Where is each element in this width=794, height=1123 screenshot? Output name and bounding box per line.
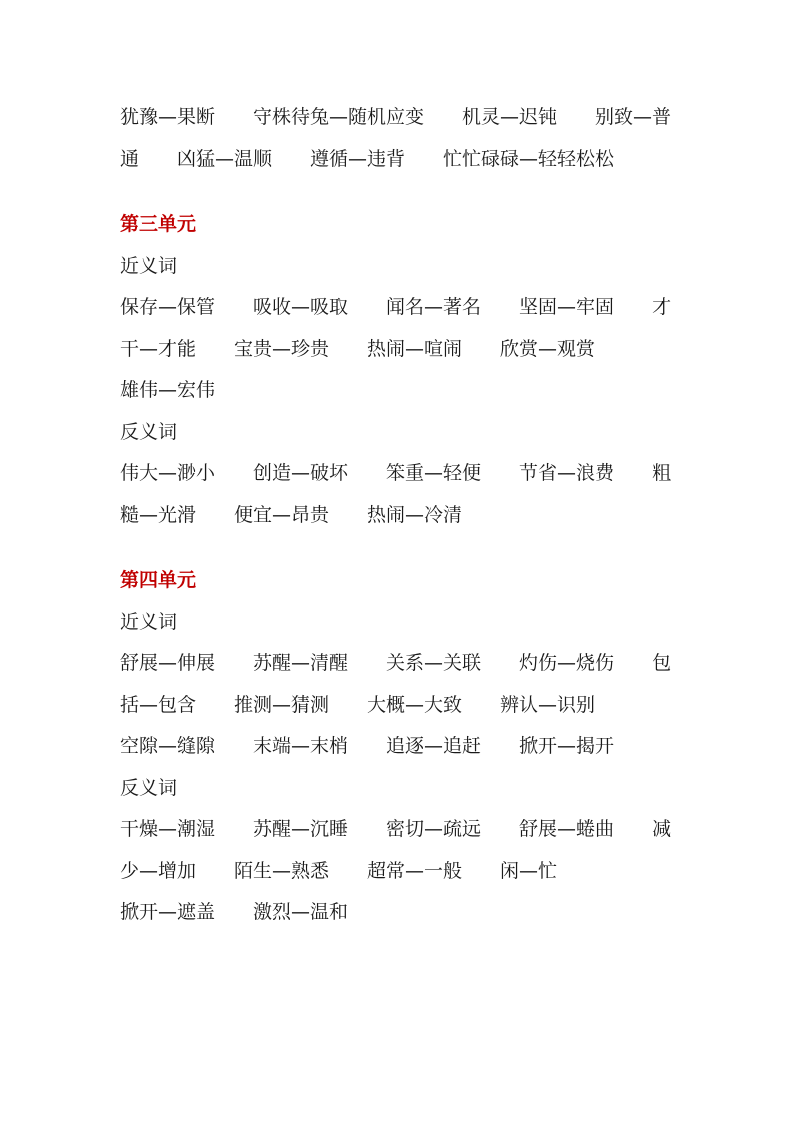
word-pair: 便宜—昂贵	[234, 503, 330, 526]
word-pair: 掀开—遮盖	[120, 901, 216, 923]
unit3-antonym-label: 反义词	[120, 420, 178, 443]
word-pair: 空隙—缝隙	[120, 735, 216, 757]
unit4-synonyms-line-1	[120, 643, 676, 685]
word-pair: 干—才能	[120, 337, 197, 360]
word-pair: 吸收—吸取	[253, 296, 349, 318]
unit3-antonyms-line-1	[120, 453, 676, 495]
word-pair: 追逐—追赶	[386, 735, 482, 757]
word-pair: 推测—猜测	[234, 693, 330, 716]
word-pair: 欣赏—观赏	[500, 337, 596, 360]
word-pair: 别致—普	[595, 106, 672, 128]
unit4-synonyms-line-2	[120, 685, 676, 727]
word-pair: 末端—末梢	[253, 735, 349, 757]
unit4-antonym-label: 反义词	[120, 776, 178, 799]
unit4-title: 第四单元	[120, 569, 197, 591]
word-pair: 遵循—违背	[310, 147, 406, 170]
word-pair: 减	[652, 818, 672, 840]
word-pair: 坚固—牢固	[519, 296, 615, 318]
word-pair: 热闹—冷清	[367, 503, 463, 526]
word-pair: 创造—破坏	[253, 462, 349, 484]
word-pair: 激烈—温和	[253, 901, 349, 923]
word-pair: 才	[652, 296, 672, 318]
word-pair: 苏醒—沉睡	[253, 818, 349, 840]
unit4-antonyms-line-1	[120, 809, 676, 851]
word-pair: 灼伤—烧伤	[519, 652, 615, 674]
word-pair: 超常—一般	[367, 859, 463, 882]
word-pair: 舒展—伸展	[120, 652, 216, 674]
word-pair: 忙忙碌碌—轻轻松松	[443, 147, 615, 170]
word-pair: 糙—光滑	[120, 503, 197, 526]
word-pair: 节省—浪费	[519, 462, 615, 484]
word-pair: 密切—疏远	[386, 818, 482, 840]
word-pair: 守株待兔—随机应变	[253, 106, 425, 128]
unit3-synonyms-line-3	[120, 370, 676, 412]
word-pair: 陌生—熟悉	[234, 859, 330, 882]
unit3-title: 第三单元	[120, 213, 197, 235]
document-content	[120, 97, 676, 934]
unit3-antonyms-line-2	[120, 495, 676, 537]
unit3-synonyms-line-2	[120, 329, 676, 371]
word-pair: 苏醒—清醒	[253, 652, 349, 674]
word-pair: 辨认—识别	[500, 693, 596, 716]
unit2-antonyms-line-2	[120, 139, 676, 181]
unit3-synonyms-line-1	[120, 287, 676, 329]
word-pair: 犹豫—果断	[120, 106, 216, 128]
word-pair: 伟大—渺小	[120, 462, 216, 484]
word-pair: 掀开—揭开	[519, 735, 615, 757]
word-pair: 粗	[652, 462, 672, 484]
unit4-synonym-label: 近义词	[120, 610, 178, 633]
word-pair: 关系—关联	[386, 652, 482, 674]
word-pair: 舒展—蜷曲	[519, 818, 615, 840]
word-pair: 宝贵—珍贵	[234, 337, 330, 360]
unit4-antonyms-line-2	[120, 851, 676, 893]
word-pair: 通	[120, 147, 140, 170]
unit4-antonyms-line-3	[120, 892, 676, 934]
unit4-synonyms-line-3	[120, 726, 676, 768]
unit2-antonyms-line-1	[120, 97, 676, 139]
word-pair: 凶猛—温顺	[177, 147, 273, 170]
word-pair: 闲—忙	[500, 859, 558, 882]
word-pair: 保存—保管	[120, 296, 216, 318]
word-pair: 包	[652, 652, 672, 674]
word-pair: 闻名—著名	[386, 296, 482, 318]
word-pair: 机灵—迟钝	[462, 106, 558, 128]
unit3-synonym-label: 近义词	[120, 254, 178, 277]
word-pair: 少—增加	[120, 859, 197, 882]
word-pair: 雄伟—宏伟	[120, 379, 216, 401]
word-pair: 大概—大致	[367, 693, 463, 716]
word-pair: 热闹—喧闹	[367, 337, 463, 360]
word-pair: 干燥—潮湿	[120, 818, 216, 840]
word-pair: 括—包含	[120, 693, 197, 716]
word-pair: 笨重—轻便	[386, 462, 482, 484]
